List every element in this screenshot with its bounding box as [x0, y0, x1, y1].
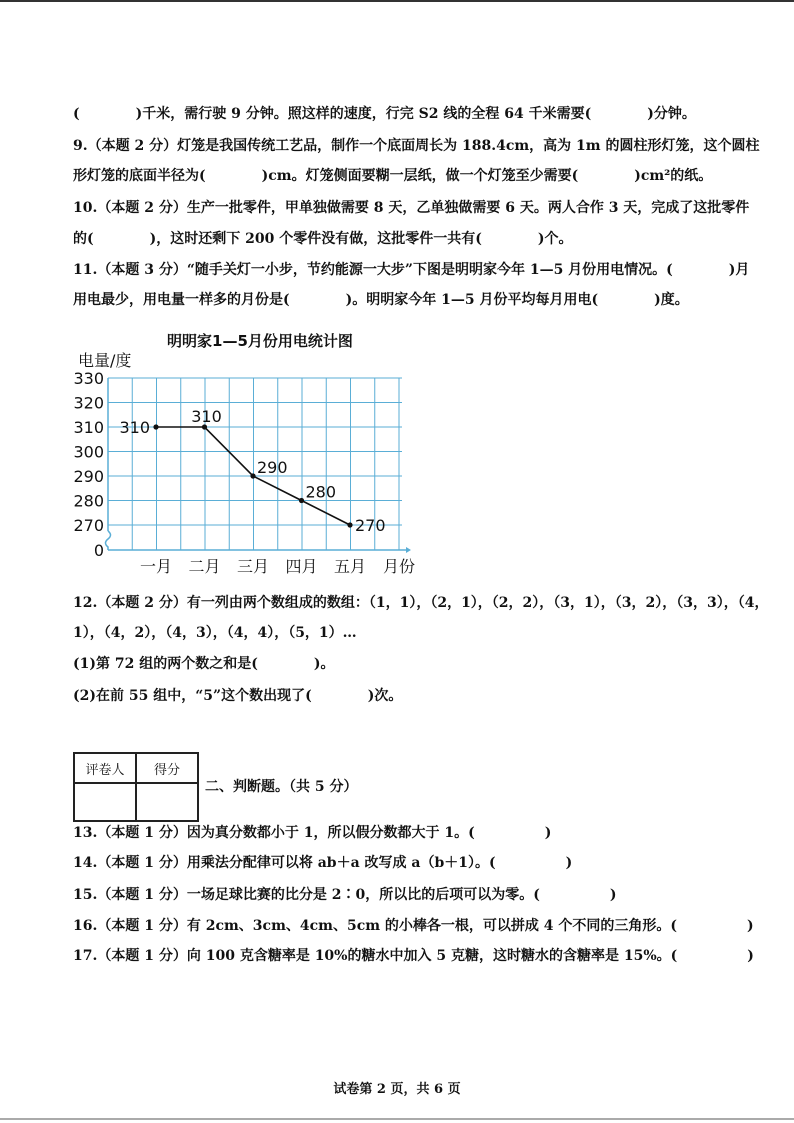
- question-9-line-2: 形灯笼的底面半径为( )cm。灯笼侧面要糊一层纸，做一个灯笼至少需要( )cm²的纸。: [73, 168, 713, 184]
- question-11-line-2: 用电最少，用电量一样多的月份是( )。明明家今年 1—5 月份平均每月用电( )度。: [73, 292, 689, 308]
- bottom-border: [0, 1118, 794, 1120]
- question-10-line-1: 10.（本题 2 分）生产一批零件，甲单独做需要 8 天，乙单独做需要 6 天。两人合作 3 天，完成了这批零件: [73, 200, 750, 216]
- chart-y-axis-label: 电量/度: [78, 351, 132, 370]
- y-tick-label: 300: [73, 442, 104, 462]
- question-9-line-1: 9.（本题 2 分）灯笼是我国传统工艺品，制作一个底面周长为 188.4cm，高为 1m 的圆柱形灯笼，这个圆柱: [73, 138, 760, 154]
- question-16: 16.（本题 1 分）有 2cm、3cm、4cm、5cm 的小棒各一根，可以拼成 4 个不同的三角形。( ): [73, 918, 754, 934]
- grading-reviewer-cell[interactable]: [74, 783, 136, 821]
- grading-score-header: 得分: [136, 753, 198, 783]
- question-12-line-1: 12.（本题 2 分）有一列由两个数组成的数组：（1，1），（2，1），（2，2），（3，1），（3，2），（3，3），（4，: [73, 595, 769, 611]
- data-point: [153, 424, 158, 429]
- data-label: 270: [355, 516, 386, 535]
- x-axis-arrow: [406, 547, 411, 553]
- chart-x-ticks: [140, 557, 366, 576]
- y-tick-label: 320: [73, 393, 104, 413]
- y-tick-label: 310: [73, 418, 104, 437]
- y-tick-label: 0: [93, 541, 104, 560]
- chart-x-axis-label: 月份: [383, 557, 416, 576]
- x-tick-label: 五月: [333, 557, 367, 576]
- grading-table: [73, 752, 199, 822]
- x-tick-label: 三月: [236, 557, 270, 576]
- chart-y-ticks: [73, 369, 104, 560]
- y-tick-label: 280: [73, 491, 104, 511]
- data-label: 280: [305, 482, 337, 502]
- electricity-line-chart: [70, 326, 420, 580]
- question-11-line-1: 11.（本题 3 分）“随手关灯一小步，节约能源一大步”下图是明明家今年 1—5 月份用电情况。( )月: [73, 262, 750, 278]
- data-label: 310: [191, 407, 222, 426]
- x-tick-label: 一月: [139, 557, 173, 576]
- question-10-line-2: 的( )，这时还剩下 200 个零件没有做，这批零件一共有( )个。: [73, 231, 573, 247]
- question-15: 15.（本题 1 分）一场足球比赛的比分是 2∶0，所以比的后项可以为零。( ): [73, 887, 617, 903]
- data-point: [250, 473, 255, 478]
- question-12-line-2: 1），（4，2），（4，3），（4，4），（5，1）…: [73, 625, 357, 641]
- grading-score-cell[interactable]: [136, 783, 198, 821]
- question-12-part-2: (2)在前 55 组中，“5”这个数出现了( )次。: [73, 688, 403, 704]
- section-title: 二、判断题。（共 5 分）: [205, 779, 358, 795]
- question-13: 13.（本题 1 分）因为真分数都小于 1，所以假分数都大于 1。( ): [73, 825, 552, 841]
- question-17: 17.（本题 1 分）向 100 克含糖率是 10%的糖水中加入 5 克糖，这时糖水的含糖率是 15%。( ): [73, 948, 754, 964]
- y-tick-label: 290: [73, 467, 104, 486]
- chart-title: 明明家1—5月份用电统计图: [167, 332, 353, 350]
- x-tick-label: 二月: [188, 557, 221, 576]
- data-label: 290: [257, 458, 288, 477]
- question-8-continuation: ( )千米，需行驶 9 分钟。照这样的速度，行完 S2 线的全程 64 千米需要( )分钟。: [73, 106, 696, 122]
- top-border: [0, 0, 794, 2]
- data-point: [299, 498, 304, 503]
- question-12-part-1: (1)第 72 组的两个数之和是( )。: [73, 656, 335, 672]
- y-axis-break: [106, 531, 111, 550]
- grading-reviewer-header: 评卷人: [74, 753, 136, 783]
- y-tick-label: 330: [73, 369, 104, 388]
- data-label: 310: [119, 418, 150, 437]
- page-footer: 试卷第 2 页，共 6 页: [333, 1082, 461, 1097]
- data-point: [347, 522, 352, 527]
- x-tick-label: 四月: [285, 557, 318, 576]
- y-tick-label: 270: [73, 516, 104, 535]
- question-14: 14.（本题 1 分）用乘法分配律可以将 ab＋a 改写成 a（b＋1）。( ): [73, 855, 573, 871]
